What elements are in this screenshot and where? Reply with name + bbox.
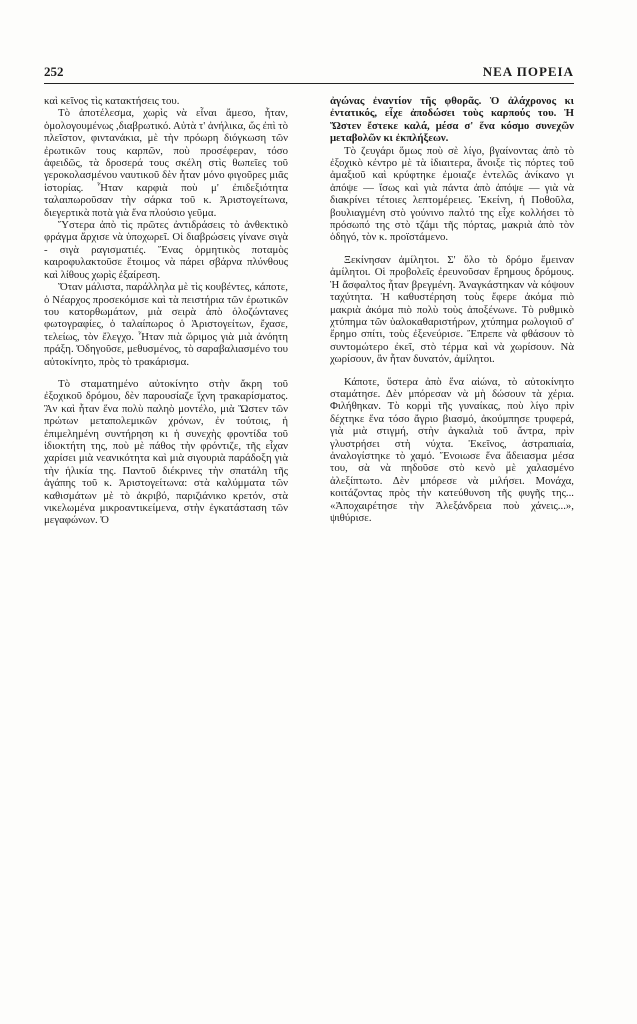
paragraph: Ὕστερα ἀπὸ τὶς πρῶτες ἀντιδράσεις τὸ ἀνθεκτικὸ φράγμα ἄρχισε νὰ ὑποχωρεῖ. Οἱ διαβρώσεις γίνανε σιγὰ - σιγὰ ραγισματιές. Ἕνας ὁρμητικὸς ποταμὸς καιροφυλακτοῦσε ἕτοιμος νὰ πάρει σβάρνα πλύνθους καὶ λίθους χωρὶς ἐξαίρεση.: [44, 219, 288, 281]
left-column: [44, 95, 288, 527]
page-number: 252: [44, 64, 64, 79]
paragraph: Τὸ σταματημένο αὐτοκίνητο στὴν ἄκρη τοῦ ἐξοχικοῦ δρόμου, δὲν παρουσίαζε ἴχνη τρακαρίσματος. Ἂν καὶ ἦταν ἕνα πολὺ παληὸ μοντέλο, μιὰ Ὥστεν τῶν πρώτων μεταπολεμικῶν χρόνων, ἐν τούτοις, ἡ ἐπιμελημένη συντήρηση κι ἡ συνεχὴς φροντίδα τοῦ ἰδιοκτήτη της, ποὺ μὲ πάθος τὴν φρόντιζε, τῆς εἶχαν χαρίσει μιὰ νεανικότητα καὶ μιὰ σιγουριὰ παράδοξη γιὰ τὴν ἡλικία της. Παντοῦ διέκρινες τὴν σπατάλη τῆς ἀγάπης τοῦ κ. Ἀριστογείτωνα: στὰ καλύμματα τῶν καθισμάτων μὲ τὸ ἀκριβό, παριζιάνικο κρετόν, στὰ νικελωμένα μικροαντικείμενα, στὴν ἐγκατάσταση τῶν μεγαφώνων. Ὁ: [44, 377, 288, 527]
paragraph: ἀγώνας ἐναντίον τῆς φθορᾶς. Ὁ ἀλάχρονος κι ἐντατικός, εἶχε ἀποδώσει τοὺς καρπούς του. Ἡ Ὥστεν ἔστεκε καλά, μέσα σ' ἕνα κόσμο συνεχῶν μεταβολῶν κι ἐκπλήξεων.: [330, 95, 574, 145]
header-rule: [44, 83, 574, 84]
paragraph: Ὅταν μάλιστα, παράλληλα μὲ τὶς κουβέντες, κάποτε, ὁ Νέαρχος προσεκόμισε καὶ τὰ πειστήρια τῶν ἐρωτικῶν του κατορθωμάτων, μιὰ σειρὰ ἀπὸ ὁλοζώντανες φωτογραφίες, ὁ ταλαίπωρος ὁ Ἀριστογείτων, ἔχασε, τελείως, τὸν ἔλεγχο. Ἦταν πιὰ ὥριμος γιὰ μιὰ ἀνόητη πράξη. Ὁδηγοῦσε, μεθυσμένος, τὸ σαραβαλιασμένο του αὐτοκίνητο, πρὸς τὸ τρακάρισμα.: [44, 281, 288, 368]
right-column: [330, 95, 574, 524]
paragraph: Τὸ ἀποτέλεσμα, χωρὶς νὰ εἶναι ἄμεσο, ἦταν, ὁμολογουμένως ,διαβρωτικό. Αὐτὰ τ' ἀνήλικα, ὥς ἐπὶ τὸ πλεῖστον, φιντανάκια, μὲ τὴν πρόωρη διόγκωση τῶν ἐρωτικῶν τους καρπῶν, ποὺ προσέφεραν, τόσο ἀφειδῶς, τὰ δροσερά τους σκέλη στὶς θωπεῖες τοῦ γεροκολασμένου ναυτικοῦ δὲν ἦταν μόνο φιγοῦρες μιᾶς ἱστορίας. Ἦταν καρφιὰ ποὺ μ' ἐπιδεξιότητα ταλαιπωροῦσαν τὴν σάρκα τοῦ κ. Ἀριστογείτωνα, διεγερτικὰ ποτὰ γιὰ ἕνα πλούσιο γεῦμα.: [44, 107, 288, 219]
paragraph: καὶ κεῖνος τὶς κατακτήσεις του.: [44, 95, 180, 107]
paragraph: Κάποτε, ὕστερα ἀπὸ ἕνα αἰώνα, τὸ αὐτοκίνητο σταμάτησε. Δὲν μπόρεσαν νὰ μὴ δώσουν τὰ χέρια. Φιλήθηκαν. Τὸ κορμὶ τῆς γυναίκας, ποὺ λίγο πρὶν δέχτηκε ἕνα τόσο ἄγριο βιασμό, ἀκούμπησε τρυφερά, γιὰ μιὰ στιγμή, στὴν ἀγκαλιὰ τοῦ ἄντρα, πρὶν γλυστρήσει στὴ νύχτα. Ἐκεῖνος, ἀστραπιαία, ἀναλογίστηκε τὸ χαμό. Ἔνοιωσε ἕνα ἄδειασμα μέσα του, σὰ νὰ πηδοῦσε στὸ κενὸ μὲ χαλασμένο ἀλεξίπτωτο. Δὲν μπόρεσε νὰ μιλήσει. Μονάχα, κοιτάζοντας πρὸς τὴν κατεύθυνση τῆς φυγῆς της... «Ἀποχαιρέτησε τὴν Ἀλεξάνδρεια ποὺ χάνεις...», ψιθύρισε.: [330, 375, 574, 524]
paragraph: Τὸ ζευγάρι ὅμως ποὺ σὲ λίγο, βγαίνοντας ἀπὸ τὸ ἐξοχικὸ κέντρο μὲ τὰ ἰδιαιτερα, ἄνοιξε τὶς πόρτες τοῦ ἀμαξιοῦ καὶ κρύφτηκε ἐμοιαζε ἐντελῶς ἀνίκανο γι ἀπόψε — ἴσως καὶ γιὰ πάντα ἀπὸ ἀπόψε — γιὰ νὰ διακρίνει τέτοιες λεπτομέρειες. Ἐκείνη, ἡ Ποθοῦλα, βουλιαγμένη στὸ γούνινο παλτό της εἶχε κολλήσει τὸ πρόσωπό της στὸ τζάμι τῆς πόρτας, μακριὰ ἀπὸ τὸν ὁδηγό, τὸν κ. προϊστάμενο.: [330, 144, 574, 244]
page-header: [44, 64, 574, 84]
paragraph: Ξεκίνησαν ἀμίλητοι. Σ' ὅλο τὸ δρόμο ἔμειναν ἀμίλητοι. Οἱ προβολεῖς ἐρευνοῦσαν ἔρημους δρόμους. Ἡ ἄσφαλτος ἦταν βρεγμένη. Ἀναγκάστηκαν νὰ κόψουν ταχύτητα. Ἡ καθυστέρηση τοὺς ἔφερε ἀκόμα πιὸ μακριὰ ἀκόμα πιὸ πολὺ τοὺς ἀποξένωνε. Τὸ ρυθμικὸ χτύπημα τῶν ὑαλοκαθαριστήρων, χτύπημα ρωλογιοῦ σ' ἔρημο σπίτι, τοὺς ἐξενεύρισε. Ἔπρεπε νὰ φθάσουν τὸ συντομώτερο ἐκεῖ, στὸ τέρμα καὶ νὰ χωρίσουν. Νὰ χωρίσουν, ἂν ἦταν δυνατόν, ἀμίλητοι.: [330, 253, 574, 366]
running-head: ΝΕΑ ΠΟΡΕΙΑ: [482, 64, 574, 79]
